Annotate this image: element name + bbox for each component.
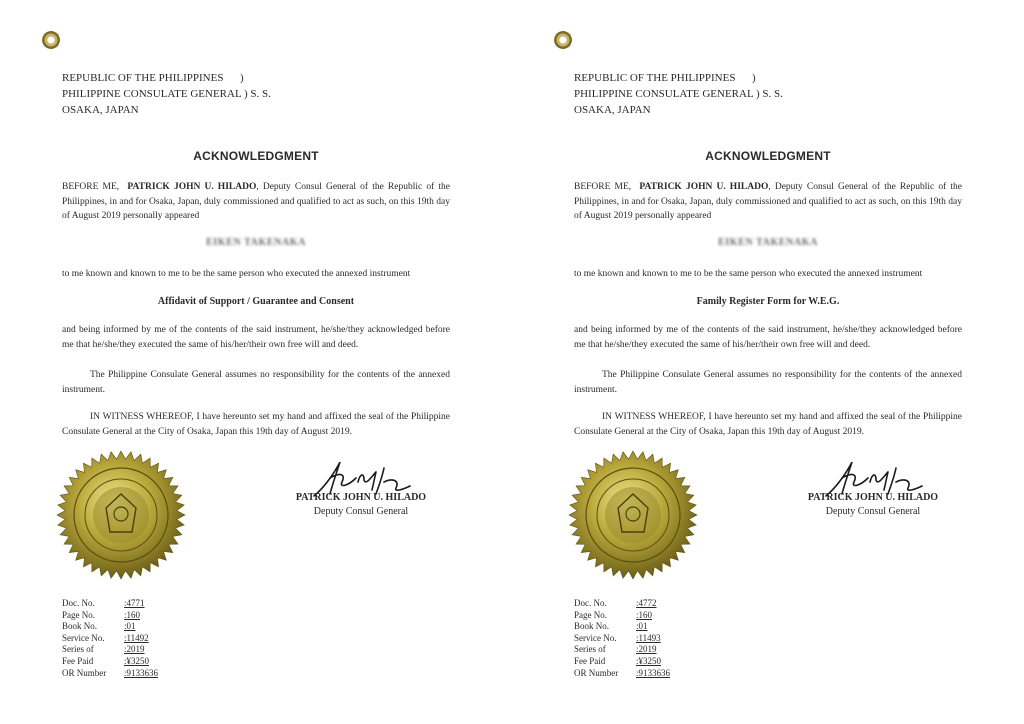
before-me-prefix: BEFORE ME, bbox=[574, 182, 632, 192]
notarial-row bbox=[62, 644, 158, 656]
notarial-label: Page No. bbox=[574, 609, 607, 620]
notarial-value: :¥3250 bbox=[124, 655, 150, 666]
notarial-value: :11492 bbox=[124, 632, 149, 643]
appearer-name-redacted: EIKEN TAKENAKA bbox=[718, 237, 818, 248]
venue-header bbox=[574, 70, 783, 118]
document-title: Affidavit of Support / Guarantee and Consent bbox=[157, 296, 355, 307]
signature-block bbox=[798, 456, 948, 516]
page-title: ACKNOWLEDGMENT bbox=[705, 149, 831, 163]
notarial-row bbox=[62, 668, 158, 680]
notarial-label: OR Number bbox=[62, 667, 107, 678]
venue-line-3: OSAKA, JAPAN bbox=[574, 104, 651, 116]
punch-hole-icon bbox=[42, 31, 60, 49]
notarial-label: Page No. bbox=[62, 609, 95, 620]
venue-line-2: PHILIPPINE CONSULATE GENERAL ) S. S. bbox=[574, 88, 783, 100]
notarial-row bbox=[574, 668, 670, 680]
notarial-label: Service No. bbox=[62, 632, 105, 643]
notarial-row bbox=[574, 598, 670, 610]
gold-consular-seal-icon bbox=[568, 450, 698, 580]
notarial-label: Series of bbox=[574, 644, 606, 655]
notarial-label: Doc. No. bbox=[62, 598, 95, 608]
notarial-row bbox=[574, 633, 670, 645]
gold-consular-seal-icon bbox=[56, 450, 186, 580]
notarial-value: :01 bbox=[636, 621, 648, 632]
appearer-name-redacted: EIKEN TAKENAKA bbox=[206, 237, 306, 248]
informed-paragraph: and being informed by me of the contents of the said instrument, he/she/they acknowledged before me that he/she/they executed the same of his/her/their own free will and deed. bbox=[62, 325, 450, 350]
notarial-value: :01 bbox=[124, 621, 136, 632]
signer-name: PATRICK JOHN U. HILADO bbox=[295, 492, 427, 503]
notarial-label: Fee Paid bbox=[574, 655, 606, 666]
notarial-value: :160 bbox=[636, 609, 653, 620]
notarial-label: Series of bbox=[62, 644, 94, 655]
notarial-label: Fee Paid bbox=[62, 655, 94, 666]
page-title: ACKNOWLEDGMENT bbox=[193, 149, 319, 163]
notarial-value: :2019 bbox=[124, 644, 145, 655]
venue-line-3: OSAKA, JAPAN bbox=[62, 104, 139, 116]
notarial-value: :160 bbox=[124, 609, 141, 620]
notarial-value: :9133636 bbox=[124, 667, 159, 678]
signer-name: PATRICK JOHN U. HILADO bbox=[807, 492, 939, 503]
venue-line-1: REPUBLIC OF THE PHILIPPINES ) bbox=[574, 72, 756, 84]
signer-title: Deputy Consul General bbox=[313, 506, 409, 517]
notarial-label: Book No. bbox=[62, 621, 98, 632]
signature-block bbox=[286, 456, 436, 516]
notarial-row bbox=[574, 656, 670, 668]
responsibility-paragraph: The Philippine Consulate General assumes no responsibility for the contents of the annexed instrument. bbox=[574, 370, 962, 395]
notarial-register bbox=[574, 598, 670, 679]
notarial-value: :9133636 bbox=[636, 667, 671, 678]
notarial-value: :2019 bbox=[636, 644, 657, 655]
notarial-label: Service No. bbox=[574, 632, 617, 643]
venue-line-1: REPUBLIC OF THE PHILIPPINES ) bbox=[62, 72, 244, 84]
venue-header bbox=[62, 70, 271, 118]
witness-paragraph: IN WITNESS WHEREOF, I have hereunto set my hand and affixed the seal of the Philippine Consulate General at the City of Osaka, Japan this 19th day of August 2019. bbox=[62, 412, 450, 437]
before-me-paragraph bbox=[62, 180, 450, 224]
notarial-row bbox=[574, 621, 670, 633]
notarial-row bbox=[62, 610, 158, 622]
witness-paragraph: IN WITNESS WHEREOF, I have hereunto set my hand and affixed the seal of the Philippine Consulate General at the City of Osaka, Japan this 19th day of August 2019. bbox=[574, 412, 962, 437]
notarial-row bbox=[62, 621, 158, 633]
notarial-label: OR Number bbox=[574, 667, 619, 678]
before-me-rest: , Deputy Consul General of the Republic of the Philippines, in and for Osaka, Japan, duly commissioned and qualified to act as such, on this 19th day of August 2019 personally appeared bbox=[62, 182, 450, 221]
notarial-value: :11493 bbox=[636, 632, 661, 643]
before-me-rest: , Deputy Consul General of the Republic of the Philippines, in and for Osaka, Japan, duly commissioned and qualified to act as such, on this 19th day of August 2019 personally appeared bbox=[574, 182, 962, 221]
notarial-row bbox=[574, 610, 670, 622]
notarial-row bbox=[62, 656, 158, 668]
officer-name: PATRICK JOHN U. HILADO bbox=[639, 182, 769, 192]
officer-name: PATRICK JOHN U. HILADO bbox=[127, 182, 257, 192]
responsibility-paragraph: The Philippine Consulate General assumes no responsibility for the contents of the annexed instrument. bbox=[62, 370, 450, 395]
notarial-label: Doc. No. bbox=[574, 598, 607, 608]
acknowledgment-page-right bbox=[512, 0, 1024, 724]
before-me-prefix: BEFORE ME, bbox=[62, 182, 120, 192]
notarial-label: Book No. bbox=[574, 621, 610, 632]
notarial-register bbox=[62, 598, 158, 679]
notarial-row bbox=[62, 598, 158, 610]
notarial-value: :4772 bbox=[636, 598, 657, 608]
informed-paragraph: and being informed by me of the contents of the said instrument, he/she/they acknowledged before me that he/she/they executed the same of his/her/their own free will and deed. bbox=[574, 325, 962, 350]
known-paragraph: to me known and known to me to be the same person who executed the annexed instrument bbox=[574, 269, 923, 279]
signer-title: Deputy Consul General bbox=[825, 506, 921, 517]
known-paragraph: to me known and known to me to be the same person who executed the annexed instrument bbox=[62, 269, 411, 279]
before-me-paragraph bbox=[574, 180, 962, 224]
notarial-row bbox=[62, 633, 158, 645]
notarial-value: :¥3250 bbox=[636, 655, 662, 666]
punch-hole-icon bbox=[554, 31, 572, 49]
notarial-row bbox=[574, 644, 670, 656]
notarial-value: :4771 bbox=[124, 598, 145, 608]
venue-line-2: PHILIPPINE CONSULATE GENERAL ) S. S. bbox=[62, 88, 271, 100]
document-title: Family Register Form for W.E.G. bbox=[696, 296, 840, 307]
